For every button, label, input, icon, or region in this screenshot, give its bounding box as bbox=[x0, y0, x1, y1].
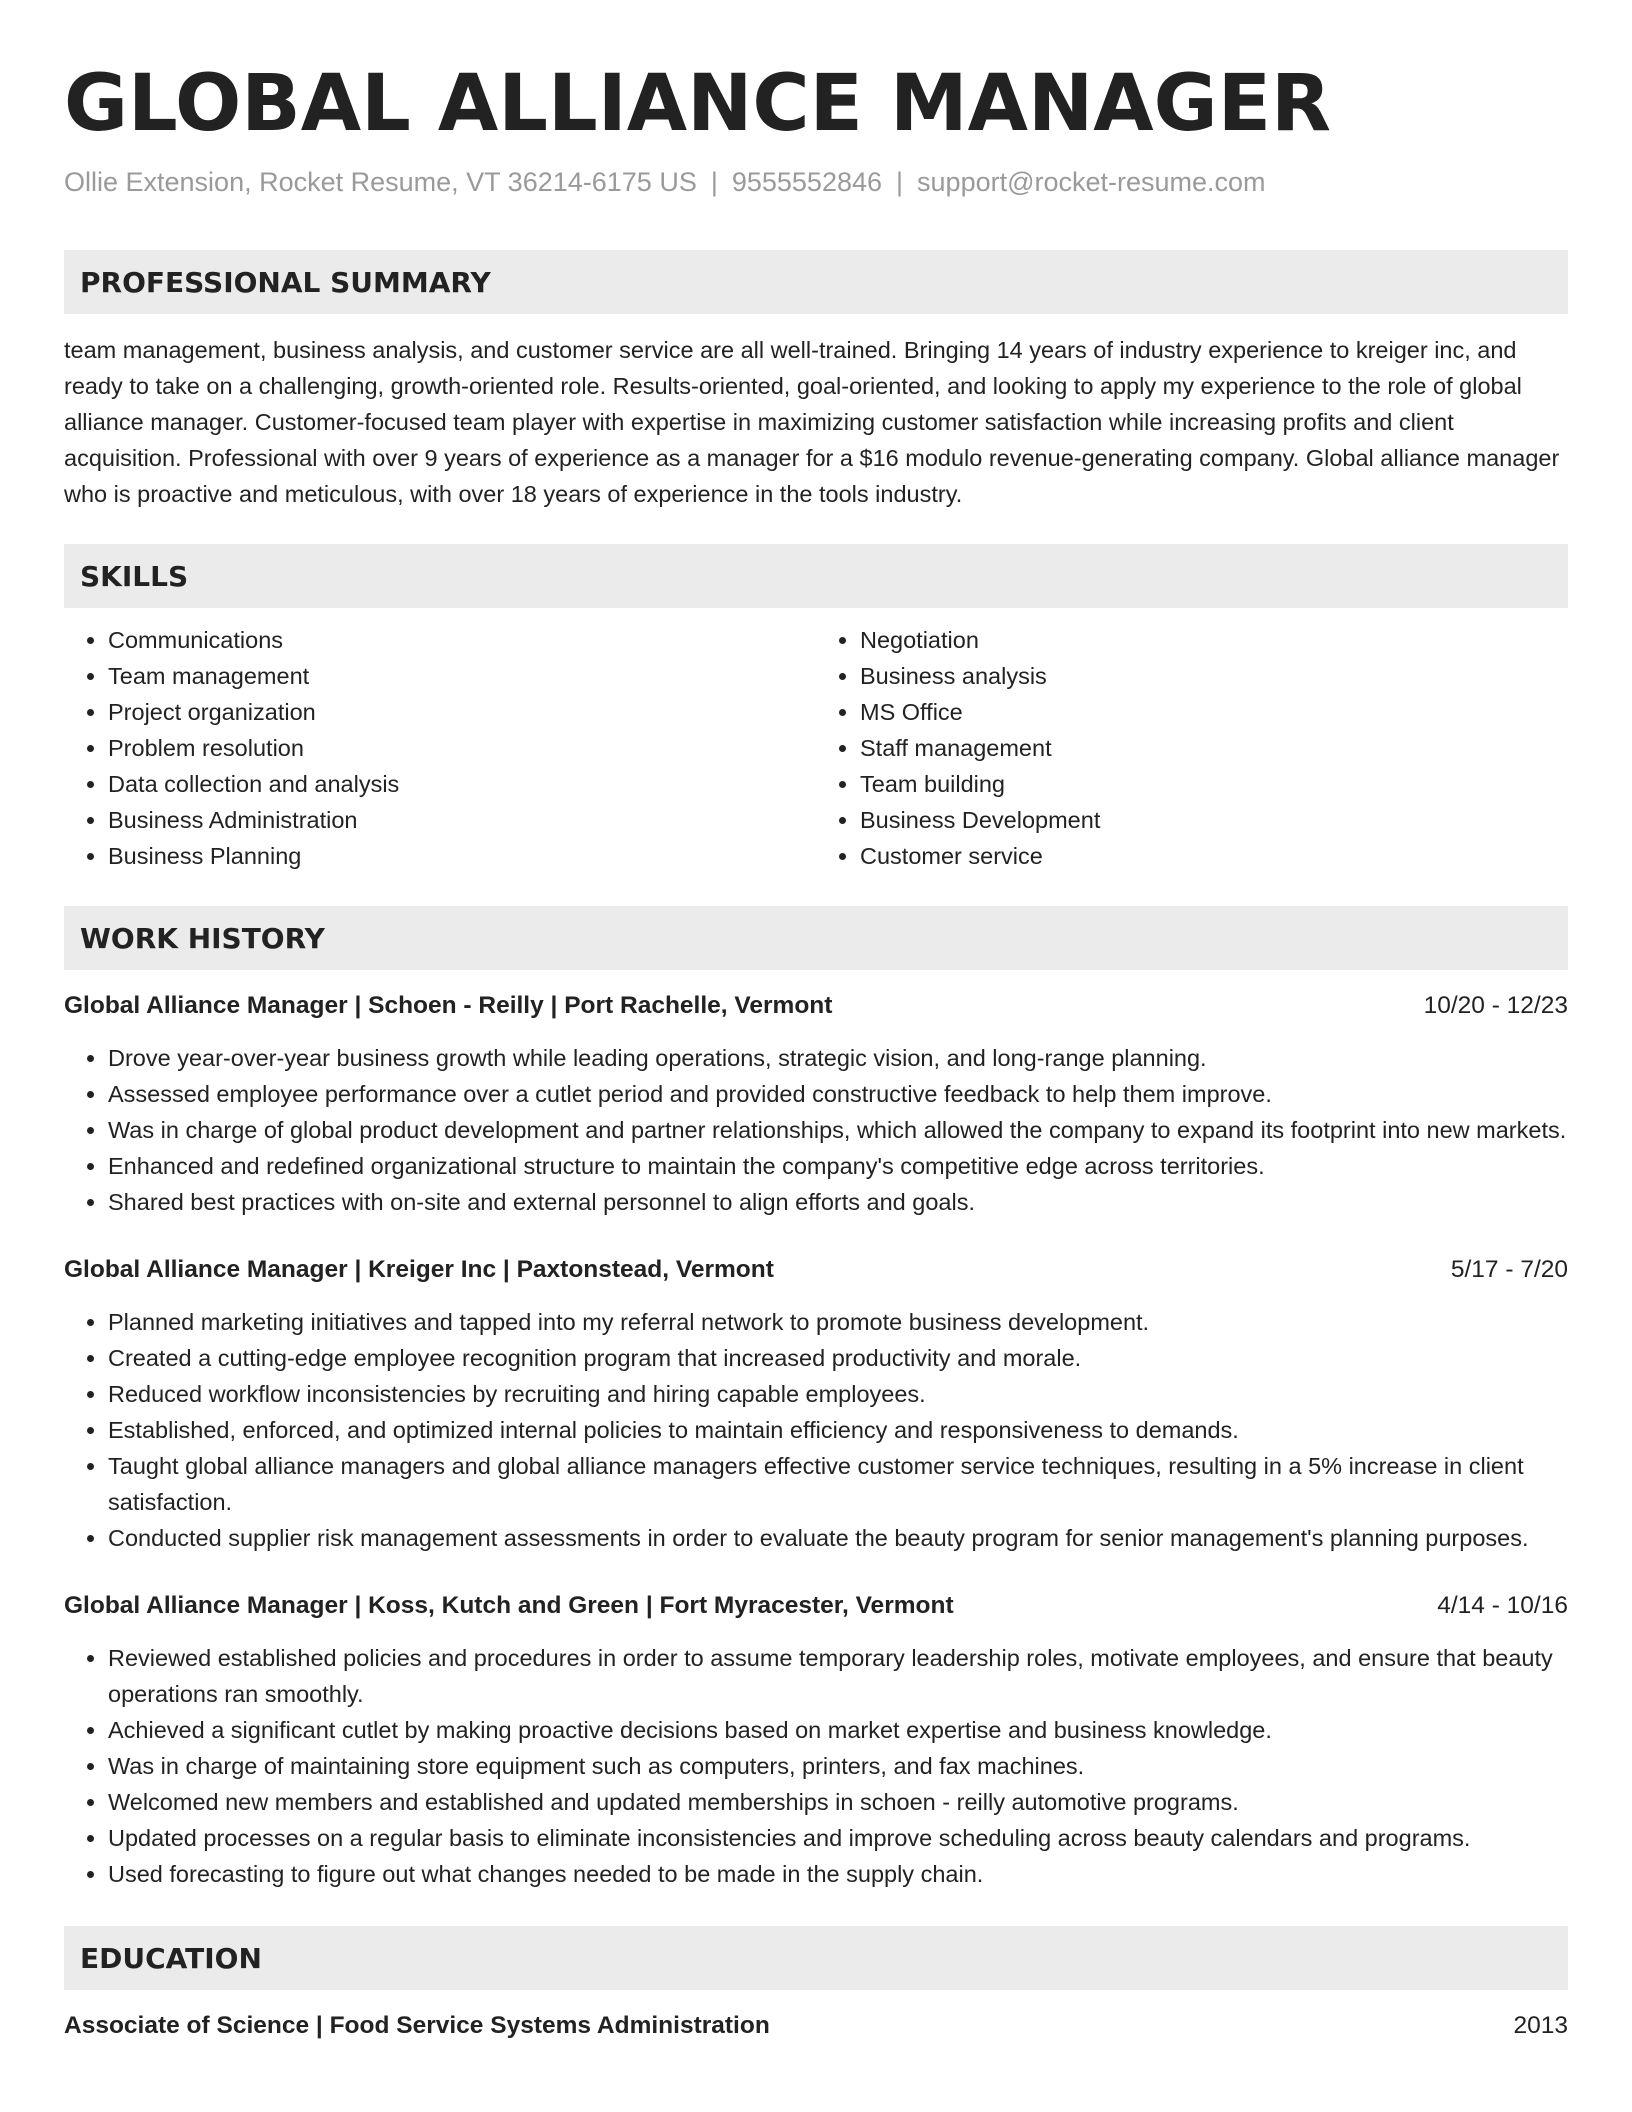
skill-item: • Business Administration bbox=[108, 802, 816, 838]
education-degree: Associate of Science | Food Service Systems Administration bbox=[64, 2012, 770, 2039]
skill-item: • Negotiation bbox=[860, 622, 1568, 658]
job-bullet: • Planned marketing initiatives and tapped into my referral network to promote business development. bbox=[108, 1304, 1568, 1340]
job-bullets bbox=[64, 1640, 1568, 1892]
job-bullet: • Reduced workflow inconsistencies by recruiting and hiring capable employees. bbox=[108, 1376, 1568, 1412]
job-bullet: • Enhanced and redefined organizational structure to maintain the company's competitive edge across territories. bbox=[108, 1148, 1568, 1184]
resume-name: GLOBAL ALLIANCE MANAGER bbox=[64, 59, 1332, 149]
job-bullet: • Created a cutting-edge employee recognition program that increased productivity and morale. bbox=[108, 1340, 1568, 1376]
skill-item: • Team management bbox=[108, 658, 816, 694]
skill-item: • Communications bbox=[108, 622, 816, 658]
skill-item: • Project organization bbox=[108, 694, 816, 730]
job-bullet: • Was in charge of global product development and partner relationships, which allowed the company to expand its footprint into new markets. bbox=[108, 1112, 1568, 1148]
contact-line bbox=[64, 164, 1568, 200]
skill-item: • Business analysis bbox=[860, 658, 1568, 694]
section-header-education: EDUCATION bbox=[64, 1926, 1568, 1990]
job-bullet: • Taught global alliance managers and global alliance managers effective customer service techniques, resulting in a 5% increase in client satisfaction. bbox=[108, 1448, 1568, 1520]
skill-item: • Data collection and analysis bbox=[108, 766, 816, 802]
job-dates: 5/17 - 7/20 bbox=[1450, 1256, 1568, 1283]
skill-item: • Team building bbox=[860, 766, 1568, 802]
job-heading: Global Alliance Manager | Schoen - Reilly | Port Rachelle, Vermont bbox=[64, 992, 833, 1019]
job-bullets bbox=[64, 1304, 1568, 1556]
job-bullet: • Assessed employee performance over a cutlet period and provided constructive feedback to help them improve. bbox=[108, 1076, 1568, 1112]
job-bullet: • Conducted supplier risk management assessments in order to evaluate the beauty program for senior management's planning purposes. bbox=[108, 1520, 1568, 1556]
summary-text: team management, business analysis, and customer service are all well-trained. Bringing 14 years of industry experience to kreiger inc, and ready to take on a challenging, growth-oriented role. Results-oriented, goal-oriented, and looking to apply my experience to the role of global alliance manager. Customer-focused team player with expertise in maximizing customer satisfaction while increasing profits and client acquisition. Professional with over 9 years of experience as a manager for a $16 modulo revenue-generating company. Global alliance manager who is proactive and meticulous, with over 18 years of experience in the tools industry. bbox=[64, 337, 1560, 507]
education-year: 2013 bbox=[1513, 2012, 1568, 2039]
job-bullet: • Used forecasting to figure out what changes needed to be made in the supply chain. bbox=[108, 1856, 1568, 1892]
resume-page bbox=[64, 0, 1568, 2044]
skill-item: • Staff management bbox=[860, 730, 1568, 766]
skills-column-left bbox=[64, 622, 816, 874]
job-bullet: • Drove year-over-year business growth while leading operations, strategic vision, and long-range planning. bbox=[108, 1040, 1568, 1076]
contact-separator: | bbox=[710, 167, 718, 197]
job-heading: Global Alliance Manager | Kreiger Inc | Paxtonstead, Vermont bbox=[64, 1256, 774, 1283]
contact-email: support@rocket-resume.com bbox=[917, 167, 1266, 197]
job-bullet: • Established, enforced, and optimized internal policies to maintain efficiency and responsiveness to demands. bbox=[108, 1412, 1568, 1448]
job-bullets bbox=[64, 1040, 1568, 1220]
job-dates: 10/20 - 12/23 bbox=[1423, 992, 1568, 1019]
job-bullet: • Shared best practices with on-site and external personnel to align efforts and goals. bbox=[108, 1184, 1568, 1220]
education-entry bbox=[64, 2008, 1568, 2044]
contact-address: Ollie Extension, Rocket Resume, VT 36214-6175 US bbox=[64, 167, 697, 197]
contact-phone: 9555552846 bbox=[731, 167, 883, 197]
job-entry bbox=[64, 1588, 1568, 1892]
job-dates: 4/14 - 10/16 bbox=[1437, 1592, 1568, 1619]
skill-item: • Customer service bbox=[860, 838, 1568, 874]
job-heading: Global Alliance Manager | Koss, Kutch and Green | Fort Myracester, Vermont bbox=[64, 1592, 954, 1619]
job-entry bbox=[64, 1252, 1568, 1556]
skill-item: • MS Office bbox=[860, 694, 1568, 730]
job-heading-row bbox=[64, 1252, 1568, 1288]
section-header-skills: SKILLS bbox=[64, 544, 1568, 608]
job-entry bbox=[64, 988, 1568, 1220]
skill-item: • Business Development bbox=[860, 802, 1568, 838]
skills-grid bbox=[64, 622, 1568, 874]
job-bullet: • Updated processes on a regular basis to eliminate inconsistencies and improve scheduling across beauty calendars and programs. bbox=[108, 1820, 1568, 1856]
skill-item: • Business Planning bbox=[108, 838, 816, 874]
section-header-work-history: WORK HISTORY bbox=[64, 906, 1568, 970]
skills-column-right bbox=[816, 622, 1568, 874]
job-bullet: • Welcomed new members and established and updated memberships in schoen - reilly automotive programs. bbox=[108, 1784, 1568, 1820]
skill-item: • Problem resolution bbox=[108, 730, 816, 766]
job-heading-row bbox=[64, 988, 1568, 1024]
job-bullet: • Was in charge of maintaining store equipment such as computers, printers, and fax machines. bbox=[108, 1748, 1568, 1784]
section-header-summary: PROFESSIONAL SUMMARY bbox=[64, 250, 1568, 314]
job-bullet: • Reviewed established policies and procedures in order to assume temporary leadership roles, motivate employees, and ensure that beauty operations ran smoothly. bbox=[108, 1640, 1568, 1712]
job-heading-row bbox=[64, 1588, 1568, 1624]
job-bullet: • Achieved a significant cutlet by making proactive decisions based on market expertise and business knowledge. bbox=[108, 1712, 1568, 1748]
contact-separator: | bbox=[896, 167, 904, 197]
